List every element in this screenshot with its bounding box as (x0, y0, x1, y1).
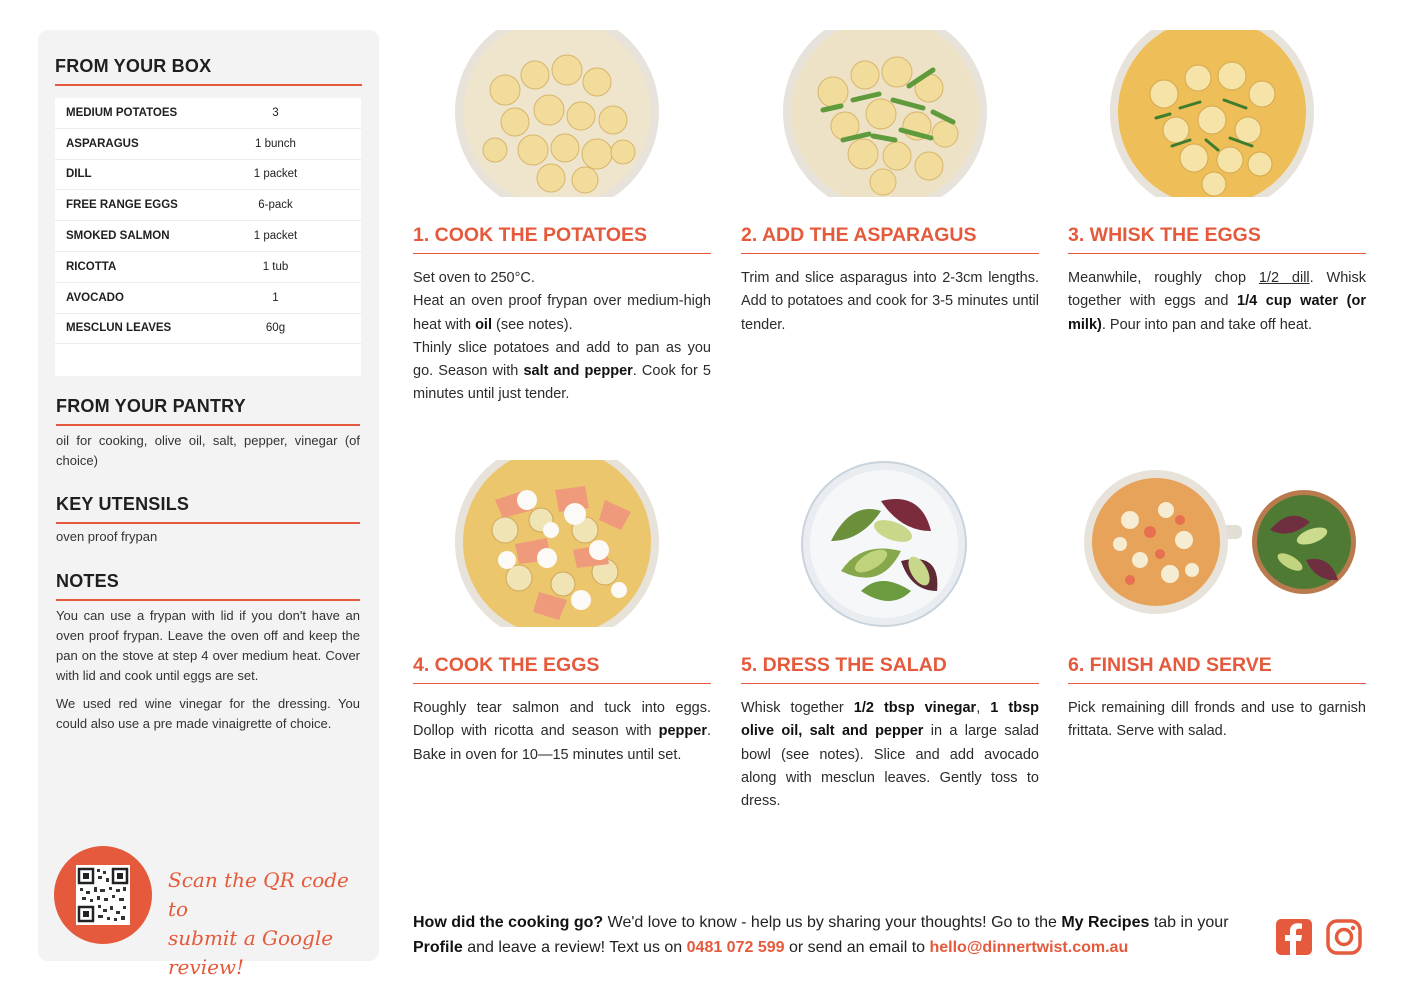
facebook-icon[interactable] (1276, 919, 1312, 955)
text-run: Trim and slice asparagus into 2-3cm lengths. Add to potatoes and cook for 3-5 minutes until tender. (741, 270, 1039, 333)
text-run: My Recipes (1061, 914, 1150, 931)
ingredient-row (55, 252, 361, 283)
text-run: Heat an oven proof frypan over medium-high heat with (413, 293, 711, 333)
step-5-photo (801, 461, 968, 628)
step-4-photo (455, 460, 659, 627)
step-6-text (1068, 697, 1366, 744)
ingredient-qty: 1 bunch (255, 137, 296, 150)
review-footer-text (413, 910, 1263, 960)
text-run: , (976, 700, 991, 716)
ingredient-row (55, 221, 361, 252)
ingredient-row (55, 314, 361, 345)
text-run: . Whisk together with eggs and (1068, 270, 1367, 310)
ingredient-qty: 6-pack (258, 199, 293, 212)
step-1 (413, 224, 711, 407)
ingredient-name: MEDIUM POTATOES (66, 106, 178, 119)
ingredient-name: MESCLUN LEAVES (66, 322, 172, 335)
ingredient-name: FREE RANGE EGGS (66, 199, 178, 212)
text-run: 1/2 tbsp vinegar (853, 700, 977, 716)
step-3-text (1068, 267, 1366, 337)
qr-code-badge[interactable] (54, 846, 152, 944)
ingredient-name: DILL (66, 168, 92, 181)
step-5-text (741, 697, 1039, 813)
step-6-title: 6. FINISH AND SERVE (1068, 654, 1366, 684)
notes-heading: NOTES (56, 571, 360, 601)
contact-link[interactable]: hello@dinnertwist.com.au (929, 939, 1129, 956)
text-run: Profile (413, 939, 463, 956)
text-run: Set oven to 250°C. (413, 270, 535, 286)
text-run: 1/4 cup water (or milk) (1068, 293, 1366, 333)
step-6-photo (1080, 470, 1360, 615)
note-1: You can use a frypan with lid if you don't have an oven proof frypan. Leave the oven off and keep the pan on the stove at step 4 over medium heat. Cover with lid and cook until eggs are set. (56, 608, 360, 683)
instagram-icon[interactable] (1326, 919, 1362, 955)
text-run: Meanwhile, roughly chop (1068, 270, 1259, 286)
ingredient-qty: 1 (272, 291, 279, 304)
text-run: . Bake in oven for 10—15 minutes until set. (413, 723, 711, 763)
text-run: We'd love to know - help us by sharing your thoughts! Go to the (603, 914, 1062, 931)
text-run: Whisk together (741, 700, 854, 716)
text-run: or send an email to (784, 939, 930, 956)
qr-caption (168, 866, 368, 982)
ingredient-row (55, 190, 361, 221)
text-run: tab in your (1149, 914, 1229, 931)
step-2-photo (783, 30, 987, 197)
text-run: . Cook for 5 minutes until just tender. (413, 363, 711, 403)
ingredient-qty: 60g (265, 322, 286, 335)
ingredient-row (55, 160, 361, 191)
text-run: oil (475, 316, 492, 333)
step-3-title: 3. WHISK THE EGGS (1068, 224, 1366, 254)
text-run: 1/2 dill (1258, 270, 1310, 286)
pantry-text: oil for cooking, olive oil, salt, pepper, vinegar (of choice) (56, 433, 360, 468)
step-4-title: 4. COOK THE EGGS (413, 654, 711, 684)
sidebar (38, 30, 379, 979)
step-2 (741, 224, 1039, 337)
text-run: . Pour into pan and take off heat. (1101, 316, 1312, 333)
qr-caption-line-1: Scan the QR code to (168, 868, 349, 921)
step-1-title: 1. COOK THE POTATOES (413, 224, 711, 254)
ingredient-qty: 1 packet (253, 230, 298, 243)
from-your-box-heading: FROM YOUR BOX (55, 56, 362, 86)
text-run: Pick remaining dill fronds and use to garnish frittata. Serve with salad. (1068, 700, 1366, 740)
text-run: (see notes). (492, 316, 573, 333)
ingredient-name: RICOTTA (66, 260, 117, 273)
utensils-text: oven proof frypan (56, 529, 158, 544)
step-5-title: 5. DRESS THE SALAD (741, 654, 1039, 684)
text-run: 1 tbsp olive oil, salt and pepper (741, 700, 1039, 740)
step-5 (741, 654, 1039, 813)
step-6 (1068, 654, 1366, 744)
ingredient-qty: 1 packet (253, 168, 298, 181)
step-3 (1068, 224, 1366, 337)
ingredient-qty: 1 tub (262, 260, 289, 273)
from-your-pantry-heading: FROM YOUR PANTRY (56, 396, 360, 426)
step-2-text (741, 267, 1039, 337)
ingredient-row (55, 129, 361, 160)
contact-link[interactable]: 0481 072 599 (686, 939, 785, 956)
text-run: pepper (658, 723, 707, 740)
ingredient-name: SMOKED SALMON (66, 230, 170, 243)
text-run: Roughly tear salmon and tuck into eggs. Dollop with ricotta and season with (413, 700, 711, 740)
text-run: in a large salad bowl (see notes). Slice and add avocado along with mesclun leaves. Gently toss to dress. (741, 723, 1039, 810)
step-1-photo (455, 30, 659, 197)
key-utensils-heading: KEY UTENSILS (56, 494, 360, 524)
step-4 (413, 654, 711, 767)
ingredients-table (55, 98, 361, 376)
qr-caption-line-2: submit a Google review! (168, 926, 334, 979)
notes-text (56, 606, 360, 742)
step-1-text (413, 267, 711, 407)
ingredient-name: AVOCADO (66, 291, 124, 304)
step-2-title: 2. ADD THE ASPARAGUS (741, 224, 1039, 254)
ingredient-row (55, 98, 361, 129)
text-run: and leave a review! Text us on (462, 939, 687, 956)
text-run: How did the cooking go? (413, 914, 604, 931)
step-4-text (413, 697, 711, 767)
ingredient-qty: 3 (272, 106, 279, 119)
note-2: We used red wine vinegar for the dressing. You could also use a pre made vinaigrette of choice. (56, 696, 360, 731)
qr-code-icon[interactable] (76, 865, 130, 925)
ingredient-name: ASPARAGUS (66, 137, 139, 150)
text-run: Thinly slice potatoes and add to pan as you go. Season with (413, 339, 711, 380)
ingredient-row (55, 283, 361, 314)
step-3-photo (1110, 30, 1314, 197)
text-run: salt and pepper (523, 363, 633, 380)
